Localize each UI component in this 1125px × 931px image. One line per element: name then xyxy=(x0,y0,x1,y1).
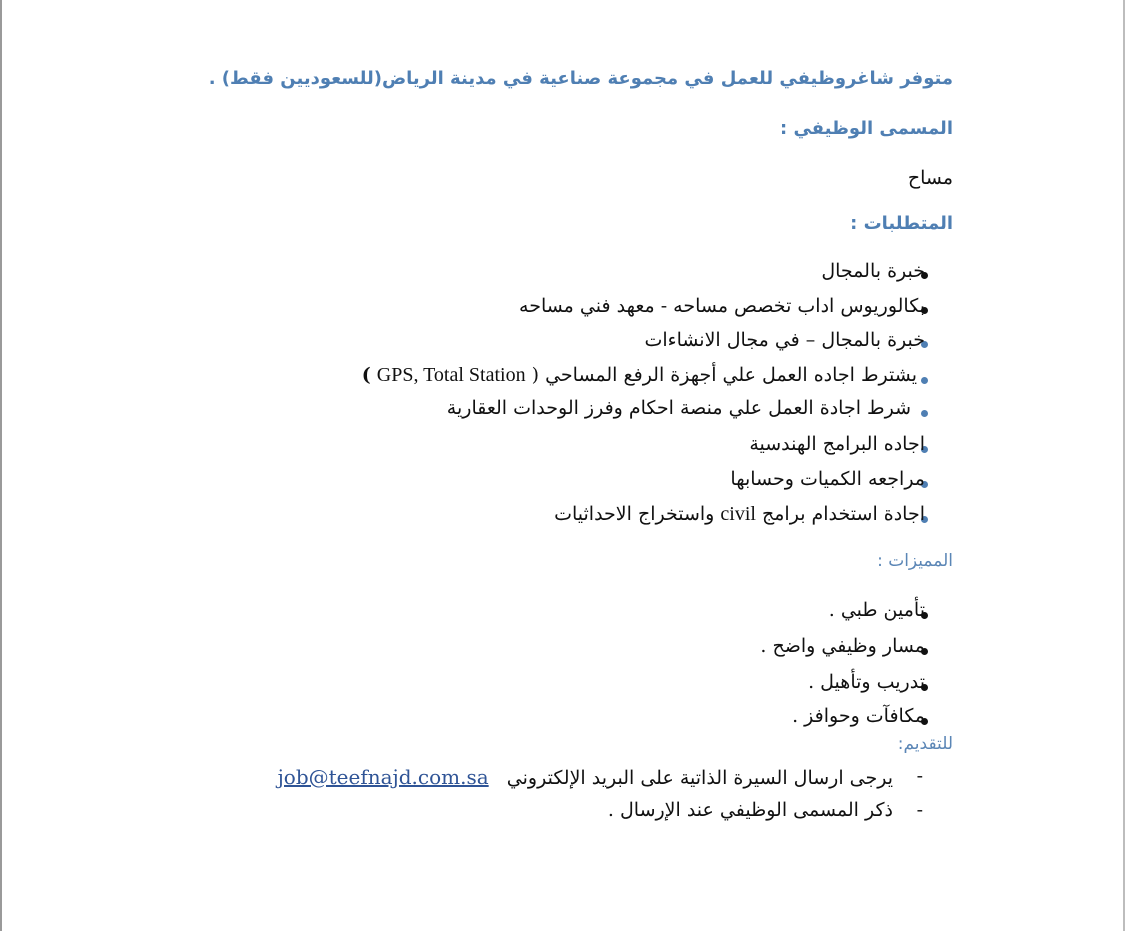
job-title-label: المسمى الوظيفي : xyxy=(779,118,953,139)
requirement-gps-close: ) xyxy=(361,364,371,386)
posting-title: متوفر شاغروظيفي للعمل في مجموعة صناعية في مدينة الرياض(للسعوديين فقط) . xyxy=(208,68,953,89)
requirement-item: خبرة بالمجال xyxy=(821,260,925,282)
benefit-item: تأمين طبي . xyxy=(828,599,925,621)
email-link[interactable]: job@teefnajd.com.sa xyxy=(277,765,489,789)
bullet-icon xyxy=(921,410,928,417)
benefits-label: المميزات : xyxy=(877,551,953,571)
benefit-item: مسار وظيفي واضح . xyxy=(760,635,925,657)
dash-marker: - xyxy=(916,765,923,787)
apply-item: ذكر المسمى الوظيفي عند الإرسال . xyxy=(607,799,893,821)
requirement-item: بكالوريوس اداب تخصص مساحه - معهد فني مساحه xyxy=(519,295,925,317)
requirement-item: مراجعه الكميات وحسابها xyxy=(730,468,925,490)
benefit-item: مكافآت وحوافز . xyxy=(792,705,925,727)
requirement-civil-before: اجادة استخدام برامج xyxy=(761,503,925,525)
apply-email-text: يرجى ارسال السيرة الذاتية على البريد الإلكتروني xyxy=(506,767,893,789)
requirement-civil-after: واستخراج الاحداثيات xyxy=(554,503,715,525)
bullet-icon xyxy=(921,377,928,384)
apply-label: للتقديم: xyxy=(897,734,953,754)
job-title-value: مساح xyxy=(907,167,953,189)
requirement-civil-latin: civil xyxy=(720,503,756,525)
requirement-gps-latin: GPS, Total Station xyxy=(376,364,526,386)
dash-marker: - xyxy=(916,799,923,821)
requirement-item-civil xyxy=(554,503,925,526)
requirement-item-gps xyxy=(362,364,917,387)
requirement-item: شرط اجادة العمل علي منصة احكام وفرز الوحدات العقارية xyxy=(446,397,911,419)
apply-item-email xyxy=(278,765,893,789)
benefit-item: تدريب وتأهيل . xyxy=(808,671,925,693)
requirement-item: خبرة بالمجال – في مجال الانشاءات xyxy=(644,329,925,351)
requirements-label: المتطلبات : xyxy=(850,213,953,234)
requirement-gps-text: يشترط اجاده العمل علي أجهزة الرفع المساحي ( xyxy=(531,364,917,386)
requirement-item: اجاده البرامج الهندسية xyxy=(749,433,925,455)
